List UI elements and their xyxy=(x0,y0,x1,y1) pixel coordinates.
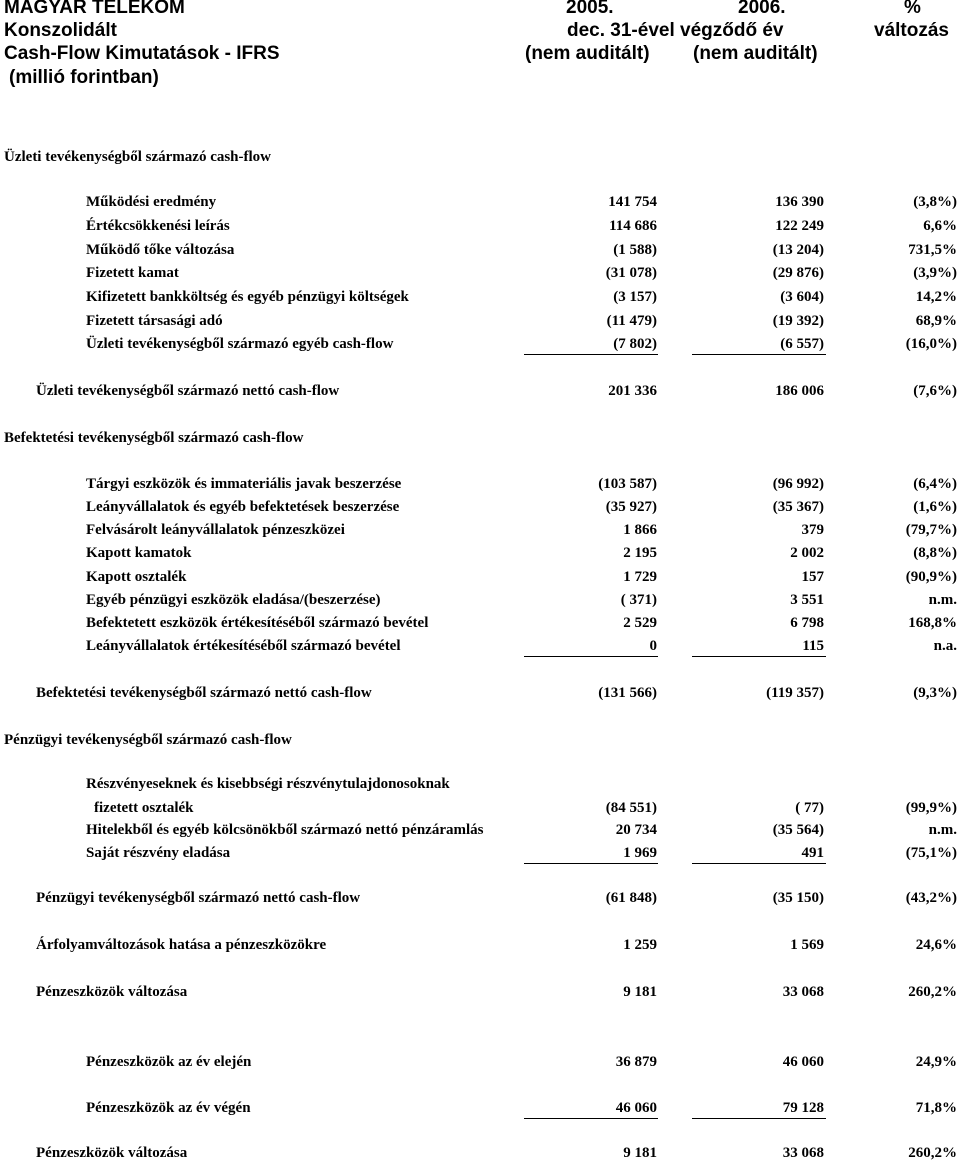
audit-2005-header: (nem auditált) xyxy=(525,43,650,64)
row-label: Fizetett társasági adó xyxy=(86,313,223,329)
table-row xyxy=(0,635,960,657)
value-2005: 0 xyxy=(649,638,657,654)
value-2006: (35 367) xyxy=(772,499,824,515)
table-row xyxy=(0,333,960,355)
value-change: 71,8% xyxy=(915,1100,957,1116)
row-label: Pénzeszközök változása xyxy=(36,984,188,1000)
value-2005: 1 969 xyxy=(623,845,657,861)
value-change: (3,9%) xyxy=(913,265,957,281)
table-row xyxy=(0,191,960,213)
value-change: (1,6%) xyxy=(913,499,957,515)
value-2005: 46 060 xyxy=(615,1100,657,1116)
value-2005: 20 734 xyxy=(615,822,657,838)
row-label: Működési eredmény xyxy=(86,194,217,210)
row-label: Kapott kamatok xyxy=(86,545,192,561)
subtotal-rule xyxy=(524,1118,658,1119)
value-2006: (29 876) xyxy=(772,265,824,281)
value-2006: 6 798 xyxy=(790,615,824,631)
value-change: 731,5% xyxy=(908,242,957,258)
value-2006: 33 068 xyxy=(782,1145,824,1161)
value-change: (3,8%) xyxy=(913,194,957,210)
value-2005: ( 371) xyxy=(620,592,657,608)
value-2005: 141 754 xyxy=(608,194,657,210)
value-2006: (3 604) xyxy=(780,289,824,305)
value-2005: (1 588) xyxy=(613,242,657,258)
table-row xyxy=(0,519,960,541)
year-2006-header: 2006. xyxy=(738,0,786,18)
value-change: (7,6%) xyxy=(913,383,957,399)
value-2005: (131 566) xyxy=(598,685,657,701)
row-label: Egyéb pénzügyi eszközök eladása/(beszerzése) xyxy=(86,592,381,608)
value-2006: (35 564) xyxy=(772,822,824,838)
table-row xyxy=(0,589,960,611)
row-label: Leányvállalatok és egyéb befektetések beszerzése xyxy=(86,499,400,515)
table-row-total xyxy=(0,981,960,1003)
table-row xyxy=(0,797,960,819)
section-heading-operating xyxy=(0,146,960,168)
subtotal-rule xyxy=(692,1118,826,1119)
table-row xyxy=(0,262,960,284)
table-row xyxy=(0,215,960,237)
row-label: Befektetett eszközök értékesítéséből származó bevétel xyxy=(86,615,429,631)
row-label: Kapott osztalék xyxy=(86,569,187,585)
table-row-total xyxy=(0,887,960,909)
value-2005: (7 802) xyxy=(613,336,657,352)
value-change: 260,2% xyxy=(908,1145,957,1161)
value-2006: 33 068 xyxy=(782,984,824,1000)
value-2006: 46 060 xyxy=(782,1054,824,1070)
subtotal-rule xyxy=(524,354,658,355)
value-change: (90,9%) xyxy=(905,569,957,585)
value-2005: 1 866 xyxy=(623,522,657,538)
value-2006: 491 xyxy=(801,845,824,861)
value-change: 24,6% xyxy=(915,937,957,953)
value-2006: 1 569 xyxy=(790,937,824,953)
value-2006: (13 204) xyxy=(772,242,824,258)
value-2006: (35 150) xyxy=(772,890,824,906)
row-label: Befektetési tevékenységből származó cash-flow xyxy=(4,430,304,446)
value-2005: 201 336 xyxy=(608,383,657,399)
row-label: Fizetett kamat xyxy=(86,265,179,281)
row-label: Értékcsökkenési leírás xyxy=(86,218,230,234)
value-2005: 9 181 xyxy=(623,1145,657,1161)
row-label: Üzleti tevékenységből származó nettó cash-flow xyxy=(36,383,340,399)
value-change: 6,6% xyxy=(923,218,957,234)
audit-2006-header: (nem auditált) xyxy=(693,43,818,64)
value-2005: (61 848) xyxy=(605,890,657,906)
table-row xyxy=(0,1097,960,1119)
row-label: Kifizetett bankköltség és egyéb pénzügyi költségek xyxy=(86,289,409,305)
table-row xyxy=(0,819,960,841)
table-row-total xyxy=(0,934,960,956)
row-label: Leányvállalatok értékesítéséből származó bevétel xyxy=(86,638,401,654)
value-change: 68,9% xyxy=(915,313,957,329)
statement-type: Konszolidált xyxy=(4,20,117,41)
row-label: Pénzügyi tevékenységből származó cash-flow xyxy=(4,732,292,748)
value-2006: (96 992) xyxy=(772,476,824,492)
subtotal-rule xyxy=(692,354,826,355)
table-row-total xyxy=(0,1142,960,1164)
value-change: (79,7%) xyxy=(905,522,957,538)
value-2006: (119 357) xyxy=(766,685,824,701)
value-change: n.a. xyxy=(933,638,957,654)
value-2006: 186 006 xyxy=(775,383,824,399)
table-row xyxy=(0,612,960,634)
change-header: változás xyxy=(874,20,949,41)
value-2005: (31 078) xyxy=(605,265,657,281)
row-label: Saját részvény eladása xyxy=(86,845,231,861)
percent-header: % xyxy=(904,0,921,18)
value-2006: 79 128 xyxy=(782,1100,824,1116)
value-change: (43,2%) xyxy=(905,890,957,906)
subtotal-rule xyxy=(524,863,658,864)
table-row xyxy=(0,239,960,261)
value-2006: 2 002 xyxy=(790,545,824,561)
row-label: Pénzügyi tevékenységből származó nettó cash-flow xyxy=(36,890,361,906)
value-2006: 3 551 xyxy=(790,592,824,608)
value-2005: (11 479) xyxy=(606,313,657,329)
table-row xyxy=(0,286,960,308)
value-2005: (3 157) xyxy=(613,289,657,305)
table-row xyxy=(0,842,960,864)
row-label: Befektetési tevékenységből származó nettó cash-flow xyxy=(36,685,372,701)
subtotal-rule xyxy=(692,863,826,864)
value-change: (6,4%) xyxy=(913,476,957,492)
value-change: (99,9%) xyxy=(905,800,957,816)
value-change: n.m. xyxy=(928,592,957,608)
value-2005: 1 259 xyxy=(623,937,657,953)
row-label: Tárgyi eszközök és immateriális javak beszerzése xyxy=(86,476,402,492)
table-row xyxy=(0,496,960,518)
value-2005: (35 927) xyxy=(605,499,657,515)
value-change: 168,8% xyxy=(908,615,957,631)
table-row-total xyxy=(0,682,960,704)
value-change: 260,2% xyxy=(908,984,957,1000)
row-label: Üzleti tevékenységből származó egyéb cash-flow xyxy=(86,336,394,352)
value-change: n.m. xyxy=(928,822,957,838)
value-change: (16,0%) xyxy=(905,336,957,352)
value-2006: (6 557) xyxy=(780,336,824,352)
subtotal-rule xyxy=(524,656,658,657)
value-change: (8,8%) xyxy=(913,545,957,561)
value-2006: (19 392) xyxy=(772,313,824,329)
statement-unit: (millió forintban) xyxy=(9,67,159,88)
value-2006: ( 77) xyxy=(795,800,824,816)
row-label: Pénzeszközök az év végén xyxy=(86,1100,251,1116)
value-2006: 157 xyxy=(801,569,824,585)
value-2005: 1 729 xyxy=(623,569,657,585)
row-label: Működő tőke változása xyxy=(86,242,235,258)
value-2006: 122 249 xyxy=(775,218,824,234)
period-header: dec. 31-ével végződő év xyxy=(567,20,784,41)
row-label: Üzleti tevékenységből származó cash-flow xyxy=(4,149,272,165)
row-label: Felvásárolt leányvállalatok pénzeszközei xyxy=(86,522,345,538)
value-2005: 2 529 xyxy=(623,615,657,631)
value-change: 14,2% xyxy=(915,289,957,305)
value-change: (9,3%) xyxy=(913,685,957,701)
table-row-total xyxy=(0,380,960,402)
row-label: Pénzeszközök az év elején xyxy=(86,1054,252,1070)
table-row xyxy=(0,566,960,588)
value-change: (75,1%) xyxy=(905,845,957,861)
row-label: Árfolyamváltozások hatása a pénzeszközökre xyxy=(36,937,327,953)
value-2005: 114 686 xyxy=(609,218,657,234)
statement-title: Cash-Flow Kimutatások - IFRS xyxy=(4,43,280,64)
value-2006: 379 xyxy=(801,522,824,538)
row-label: Részvényeseknek és kisebbségi részvénytulajdonosoknak xyxy=(86,776,450,792)
year-2005-header: 2005. xyxy=(566,0,614,18)
value-2006: 115 xyxy=(802,638,824,654)
value-2005: (84 551) xyxy=(605,800,657,816)
subtotal-rule xyxy=(692,656,826,657)
table-row xyxy=(0,310,960,332)
row-label: Pénzeszközök változása xyxy=(36,1145,188,1161)
table-row xyxy=(0,542,960,564)
section-heading-financing xyxy=(0,729,960,751)
row-label: Hitelekből és egyéb kölcsönökből származó nettó pénzáramlás xyxy=(86,822,484,838)
section-heading-investing xyxy=(0,427,960,449)
value-2005: 2 195 xyxy=(623,545,657,561)
table-row xyxy=(0,773,960,795)
table-row xyxy=(0,1051,960,1073)
value-2006: 136 390 xyxy=(775,194,824,210)
company-name: MAGYAR TELEKOM xyxy=(4,0,185,18)
value-2005: 9 181 xyxy=(623,984,657,1000)
table-row xyxy=(0,473,960,495)
value-2005: (103 587) xyxy=(598,476,657,492)
value-change: 24,9% xyxy=(915,1054,957,1070)
row-label: fizetett osztalék xyxy=(94,800,194,816)
value-2005: 36 879 xyxy=(615,1054,657,1070)
